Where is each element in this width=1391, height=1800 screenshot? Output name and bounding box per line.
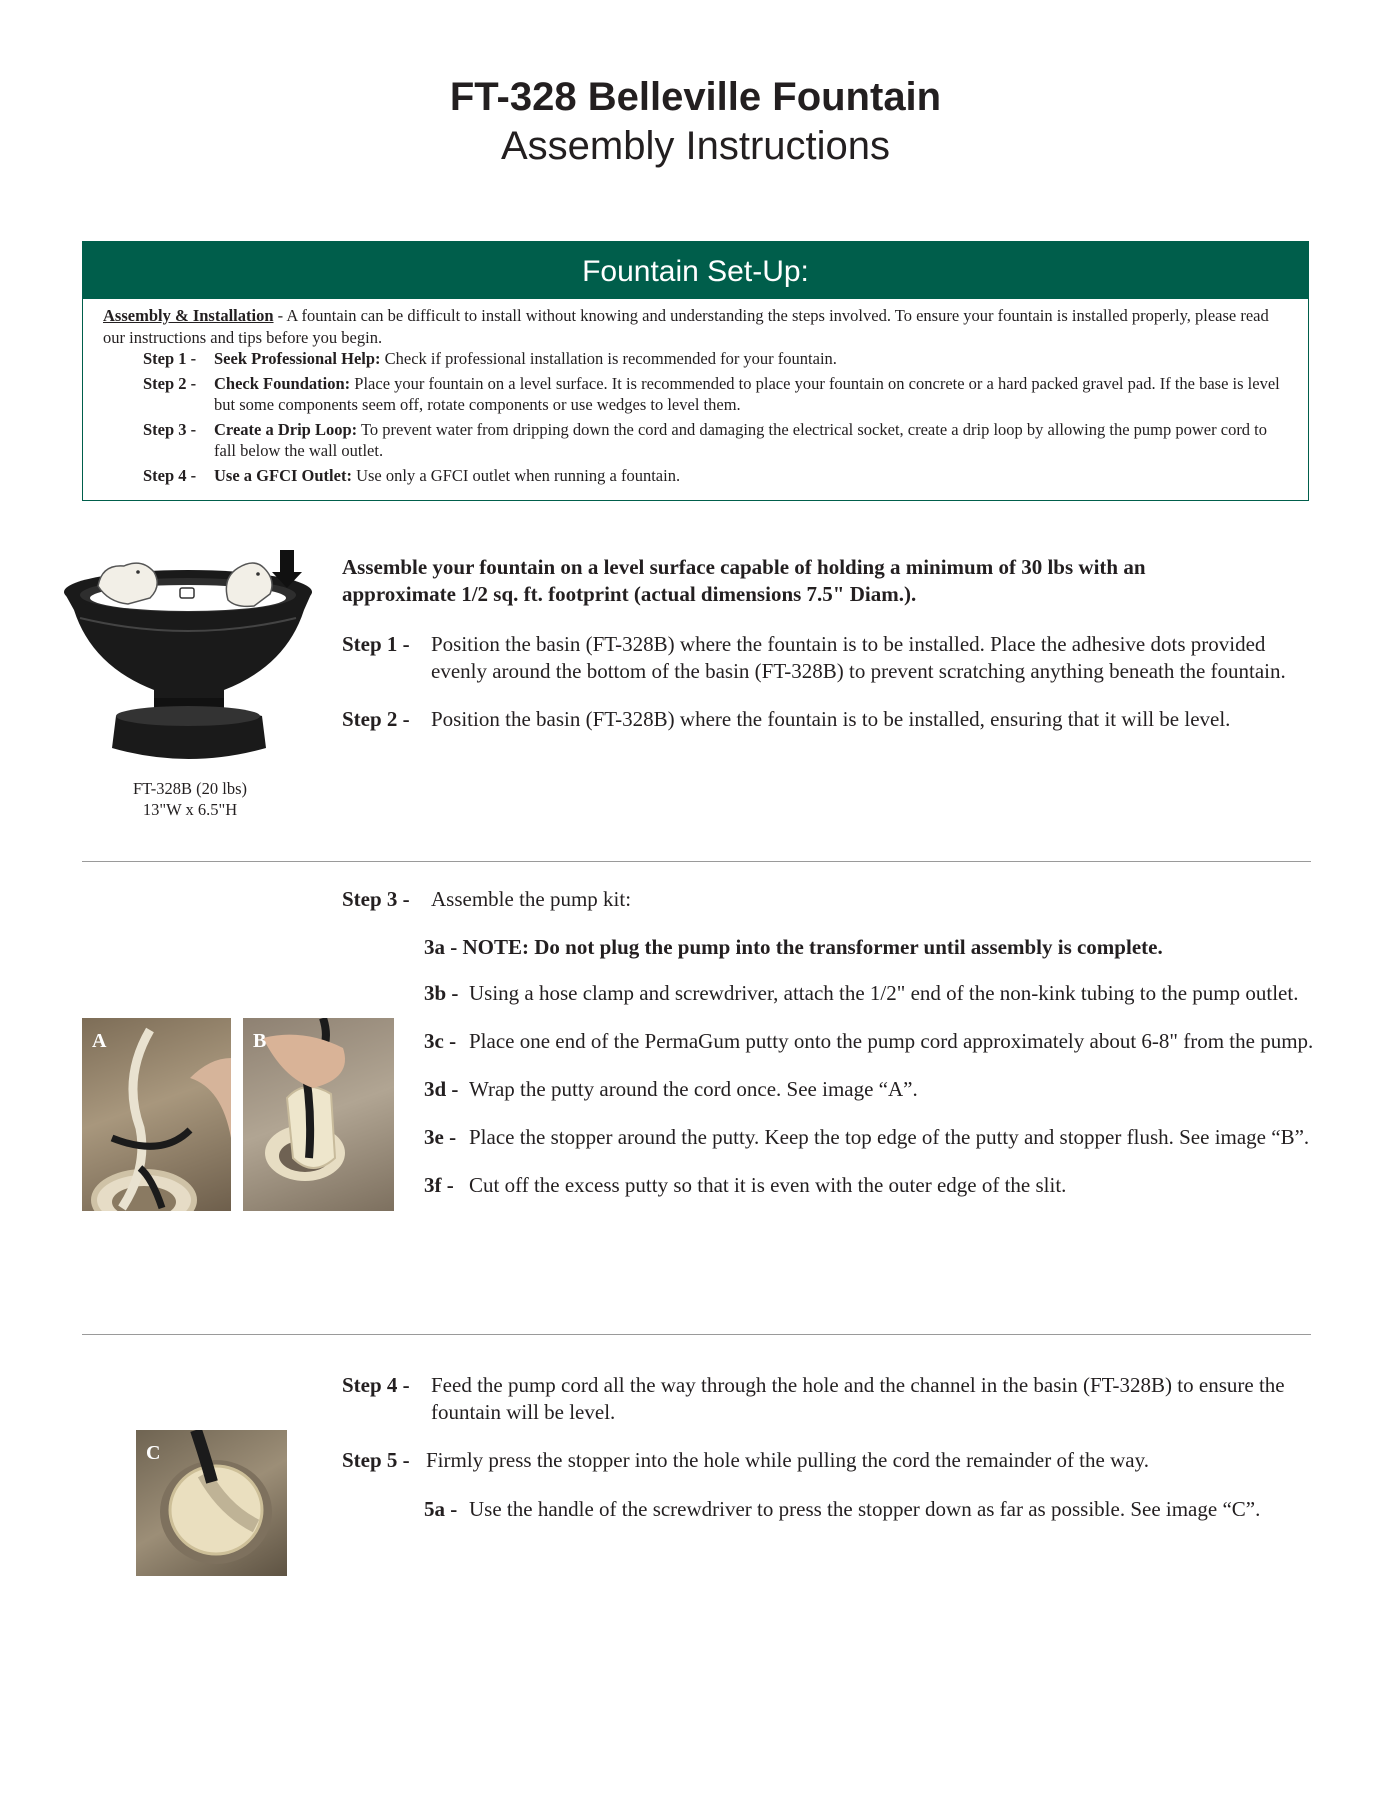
substep-item (424, 1496, 1314, 1523)
document-title: FT-328 Belleville Fountain (449, 75, 942, 119)
basin-caption-model: FT-328B (20 lbs) (133, 779, 247, 798)
photo-c-label: C (146, 1442, 161, 1464)
photo-b (243, 1018, 394, 1211)
setup-step-title: Create a Drip Loop: (214, 419, 358, 439)
substep-text: Using a hose clamp and screwdriver, attach the 1/2" end of the non-kink tubing to the pump outlet. (469, 981, 1299, 1005)
step-label: Step 5 - (342, 1448, 410, 1472)
substep-label: 3c - (424, 1029, 457, 1053)
setup-step-text: Check if professional installation is recommended for your fountain. (380, 349, 837, 368)
substep-label: 5a - (424, 1497, 458, 1521)
setup-heading: Fountain Set-Up: (83, 242, 1308, 299)
step-label: Step 3 - (342, 887, 410, 911)
setup-step-title: Seek Professional Help: (214, 349, 381, 368)
step-item (342, 1447, 1302, 1474)
setup-step-label: Step 4 - (143, 465, 197, 485)
setup-intro-label: Assembly & Installation (103, 306, 274, 325)
section1-steps (342, 631, 1302, 733)
setup-intro (103, 305, 1288, 348)
photo-a-label: A (92, 1030, 107, 1052)
step-label: Step 1 - (342, 632, 410, 656)
substep-item (424, 1124, 1314, 1151)
substep-item (424, 1172, 1314, 1199)
basin-caption (100, 778, 280, 820)
section1-intro: Assemble your fountain on a level surface capable of holding a minimum of 30 lbs with an approximate 1/2 sq. ft. footprint (actual dimensions 7.5" Diam.). (342, 555, 1146, 606)
setup-step-text: Place your fountain on a level surface. It is recommended to place your fountain on concrete or a hard packed gravel pad. If the base is level but some components seem off, rotate components or use wedges to level them. (214, 373, 1280, 414)
document-subtitle: Assembly Instructions (500, 124, 891, 168)
setup-step-text: Use only a GFCI outlet when running a fountain. (351, 465, 681, 485)
setup-step-title: Use a GFCI Outlet: (214, 465, 352, 485)
setup-step-title: Check Foundation: (214, 373, 351, 393)
section-divider (82, 861, 1311, 862)
setup-step (143, 465, 1288, 487)
substep-text: Wrap the putty around the cord once. See image “A”. (469, 1077, 918, 1101)
step-item (342, 706, 1302, 733)
section2-step (342, 886, 1302, 913)
setup-box (82, 241, 1309, 501)
assembly-note: 3a - NOTE: Do not plug the pump into the transformer until assembly is complete. (424, 935, 1163, 959)
substep-text: Use the handle of the screwdriver to press the stopper down as far as possible. See image “C”. (469, 1497, 1261, 1521)
substep-text: Place one end of the PermaGum putty onto the pump cord approximately about 6-8" from the pump. (469, 1029, 1314, 1053)
setup-intro-text: - A fountain can be difficult to install without knowing and understanding the steps involved. To ensure your fountain is installed properly, please read our instructions and tips before you begin. (103, 306, 1269, 347)
substep-text: Place the stopper around the putty. Keep the top edge of the putty and stopper flush. See image “B”. (469, 1125, 1310, 1149)
section2-substeps (424, 934, 1314, 1199)
section3-steps (342, 1372, 1302, 1474)
substep-label: 3f - (424, 1173, 454, 1197)
substep-label: 3e - (424, 1125, 457, 1149)
substep-text: Cut off the excess putty so that it is even with the outer edge of the slit. (469, 1173, 1067, 1197)
step-item (342, 886, 1302, 913)
photo-b-label: B (253, 1030, 267, 1052)
setup-step-label: Step 1 - (143, 349, 197, 368)
step-label: Step 2 - (342, 707, 410, 731)
setup-body (83, 299, 1308, 486)
basin-illustration (58, 548, 318, 770)
substep-item (424, 1028, 1314, 1055)
setup-step-label: Step 3 - (143, 419, 197, 439)
step-text: Assemble the pump kit: (431, 887, 632, 911)
section-divider (82, 1334, 1311, 1335)
step-label: Step 4 - (342, 1373, 410, 1397)
substep-item (424, 980, 1314, 1007)
substep-item (424, 1076, 1314, 1103)
step-item (342, 631, 1302, 685)
setup-step (143, 419, 1288, 462)
setup-step-label: Step 2 - (143, 373, 197, 393)
step-text: Position the basin (FT-328B) where the fountain is to be installed. Place the adhesive dots provided evenly around the bottom of the basin (FT-328B) to prevent scratching anything beneath the fountain. (431, 632, 1286, 683)
substep-label: 3d - (424, 1077, 459, 1101)
setup-step-text: To prevent water from dripping down the cord and damaging the electrical socket, create a drip loop by allowing the pump power cord to fall below the wall outlet. (214, 419, 1268, 460)
step-text: Firmly press the stopper into the hole while pulling the cord the remainder of the way. (426, 1448, 1149, 1472)
photo-c (136, 1430, 287, 1576)
substep-label: 3b - (424, 981, 459, 1005)
photo-a (82, 1018, 231, 1211)
step-text: Position the basin (FT-328B) where the fountain is to be installed, ensuring that it will be level. (431, 707, 1231, 731)
section3-substep (424, 1496, 1314, 1523)
basin-caption-size: 13"W x 6.5"H (142, 800, 238, 819)
step-text: Feed the pump cord all the way through the hole and the channel in the basin (FT-328B) to ensure the fountain will be level. (431, 1373, 1285, 1424)
step-item (342, 1372, 1302, 1426)
setup-step (143, 373, 1288, 416)
setup-step (143, 348, 1288, 370)
